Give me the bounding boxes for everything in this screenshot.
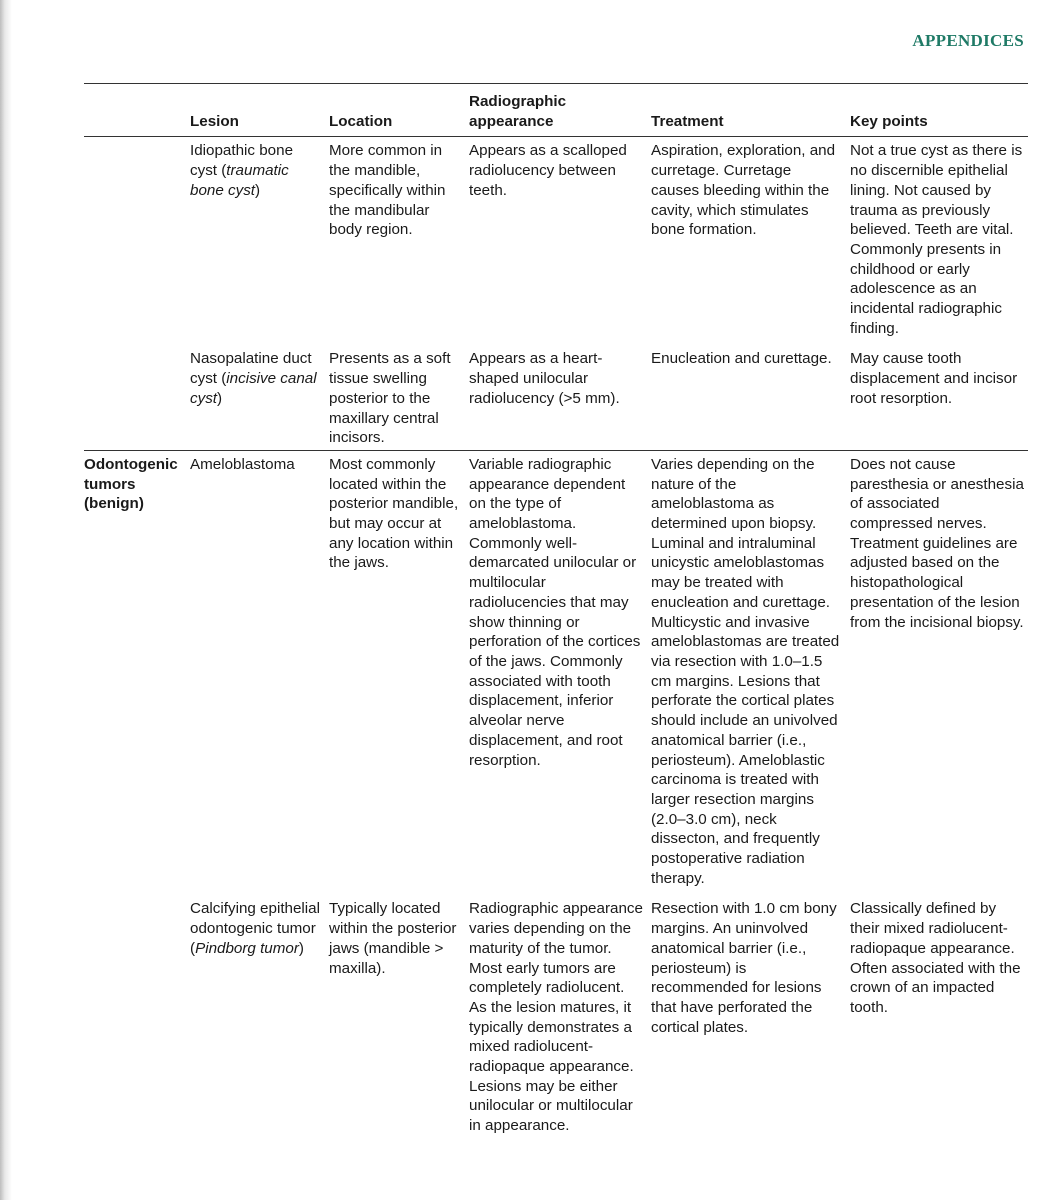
header-lesion: Lesion — [190, 112, 239, 130]
cell-key-points: May cause tooth displacement and incisor root resorption. — [850, 350, 1018, 407]
lesion-alt-name: Pindborg tumor — [195, 939, 299, 957]
header-category — [84, 84, 186, 137]
table-header-row — [84, 84, 1028, 137]
lesion-table — [84, 83, 1028, 1138]
table-row — [84, 450, 1028, 890]
table-row — [84, 890, 1028, 1137]
cell-treatment: Aspiration, exploration, and curretage. Curretage causes bleeding within the cavity, which stimulates bone formation. — [651, 142, 836, 239]
lesion-name: Idiopathic bone cyst ( — [190, 142, 294, 180]
header-key-points: Key points — [850, 112, 928, 130]
lesion-alt-name: traumatic bone cyst — [190, 162, 289, 199]
running-head: APPENDICES — [912, 31, 1024, 50]
page-edge-shadow — [0, 0, 12, 1200]
cell-category: Odontogenic tumors (benign) — [84, 455, 178, 513]
cell-treatment: Enucleation and curettage. — [651, 350, 832, 368]
header-treatment: Treatment — [651, 112, 724, 130]
header-location: Location — [329, 112, 393, 130]
cell-category — [84, 137, 186, 341]
cell-location: More common in the mandible, specifically within the mandibular body region. — [329, 142, 446, 239]
lesion-close: ) — [298, 939, 304, 957]
header-radiographic: Radiographic appearance — [469, 93, 567, 130]
cell-lesion — [186, 450, 325, 890]
cell-radiographic: Appears as a heart-shaped unilocular radiolucency (>5 mm). — [469, 350, 620, 407]
lesion-name: Ameloblastoma — [190, 455, 295, 473]
lesion-close: ) — [255, 181, 261, 199]
lesion-name: Nasopalatine duct cyst ( — [190, 350, 312, 388]
cell-lesion — [186, 137, 325, 341]
cell-key-points: Classically defined by their mixed radiolucent-radiopaque appearance. Often associated with the crown of an impacted tooth. — [850, 900, 1021, 1016]
cell-radiographic: Appears as a scalloped radiolucency between teeth. — [469, 142, 627, 199]
cell-location: Most commonly located within the posterior mandible, but may occur at any location within the jaws. — [329, 455, 459, 572]
cell-lesion — [186, 340, 325, 450]
cell-key-points: Does not cause paresthesia or anesthesia of associated compressed nerves. Treatment guidelines are adjusted based on the histopathological presentation of the lesion from the incisional biopsy. — [850, 455, 1024, 631]
cell-location: Presents as a soft tissue swelling posterior to the maxillary central incisors. — [329, 350, 451, 447]
cell-category — [84, 890, 186, 1137]
cell-location: Typically located within the posterior jaws (mandible > maxilla). — [329, 900, 457, 977]
lesion-name: Calcifying epithelial odontogenic tumor ( — [190, 900, 321, 957]
lesion-alt-name: incisive canal cyst — [190, 370, 317, 407]
cell-treatment: Varies depending on the nature of the ameloblastoma as determined upon biopsy. Luminal and intraluminal unicystic ameloblastomas may be treated with enucleation and curettage. Multicystic and invasive ameloblastomas are treated via resection with 1.0–1.5 cm margins. Lesions that perforate the cortical plates should include an univolved anatomical barrier (i.e., periosteum). Ameloblastic carcinoma is treated with larger resection margins (2.0–3.0 cm), neck dissecton, and frequently postoperative radiation therapy. — [651, 455, 840, 887]
table-row — [84, 340, 1028, 450]
cell-radiographic: Variable radiographic appearance dependent on the type of ameloblastoma. Commonly well-demarcated unilocular or multilocular radiolucencies that may show thinning or perforation of the cortices of the jaws. Commonly associated with tooth displacement, inferior alveolar nerve displacement, and root resorption. — [469, 455, 641, 769]
cell-treatment: Resection with 1.0 cm bony margins. An uninvolved anatomical barrier (i.e., periosteum) is recommended for lesions that have perforated the cortical plates. — [651, 900, 837, 1036]
cell-category — [84, 340, 186, 450]
cell-lesion — [186, 890, 325, 1137]
cell-radiographic: Radiographic appearance varies depending on the maturity of the tumor. Most early tumors are completely radiolucent. As the lesion matures, it typically demonstrates a mixed radiolucent-radiopaque appearance. Lesions may be either unilocular or multilocular in appearance. — [469, 900, 643, 1135]
cell-key-points: Not a true cyst as there is no discernible epithelial lining. Not caused by trauma as previously believed. Teeth are vital. Commonly presents in childhood or early adolescence as an incidental radiographic finding. — [850, 142, 1023, 337]
table-row — [84, 137, 1028, 341]
lesion-close: ) — [217, 389, 223, 407]
